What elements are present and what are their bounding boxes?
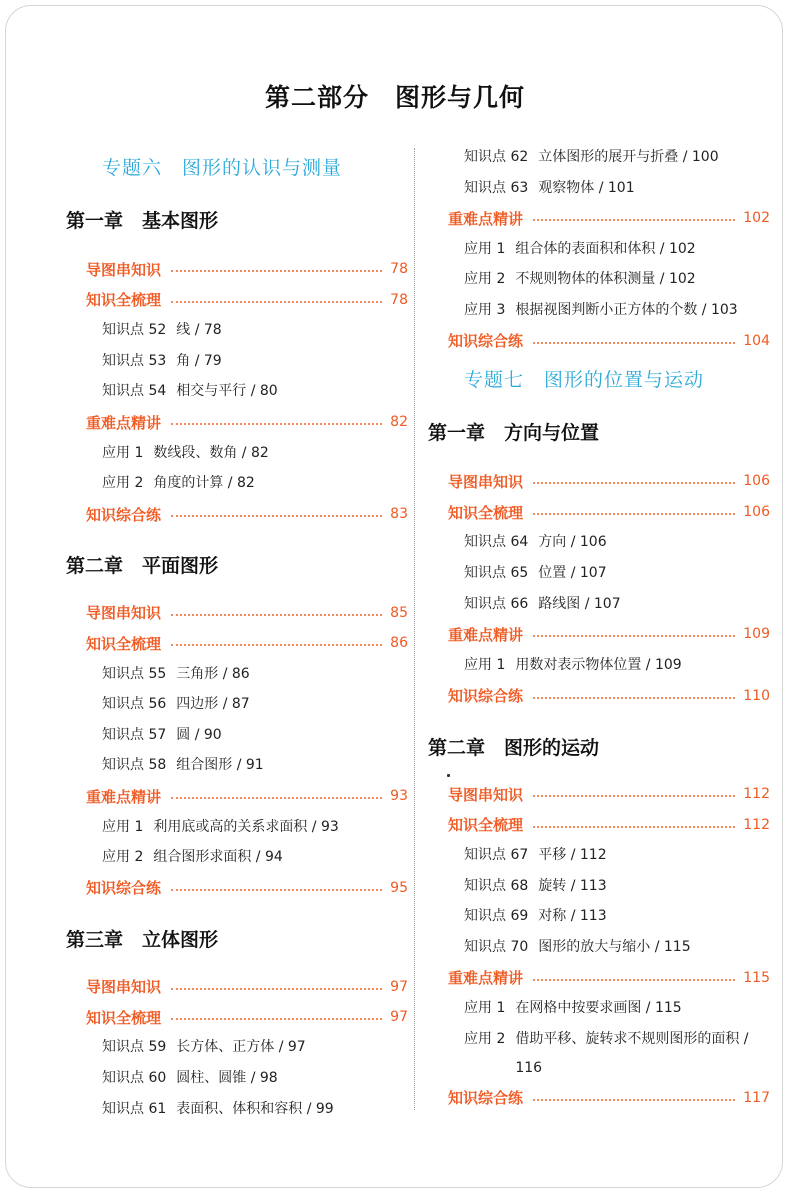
- section-label: 重难点精讲: [448, 969, 524, 988]
- page-number: 78: [390, 261, 408, 278]
- item-label: 应用 3: [464, 301, 506, 318]
- chapter-entries: [428, 779, 770, 1113]
- section-label: 知识全梳理: [448, 503, 524, 522]
- toc-item-row[interactable]: [66, 1032, 408, 1063]
- toc-section-row[interactable]: [428, 962, 770, 993]
- item-label: 知识点 69: [464, 908, 529, 925]
- item-text: 路线图 / 107: [538, 595, 621, 612]
- page-number: 83: [390, 506, 408, 523]
- item-text: 方向 / 106: [538, 534, 607, 551]
- right-chapters: [428, 418, 770, 1113]
- topic-heading: 专题六 图形的认识与测量: [102, 157, 343, 179]
- item-text: 立体图形的展开与折叠 / 100: [538, 149, 719, 165]
- dot-leader: [533, 795, 735, 797]
- item-label: 应用 2: [464, 271, 506, 288]
- page-number: 112: [743, 786, 770, 803]
- item-text: 图形的放大与缩小 / 115: [538, 938, 691, 955]
- item-text: 相交与平行 / 80: [176, 383, 278, 400]
- toc-section-row[interactable]: [66, 407, 408, 438]
- section-label: 知识全梳理: [86, 1008, 162, 1027]
- page-number: 97: [390, 1009, 408, 1026]
- item-text: 数线段、数角 / 82: [153, 444, 269, 461]
- item-text: 圆柱、圆锥 / 98: [176, 1070, 278, 1087]
- toc-item-row[interactable]: [66, 720, 408, 751]
- dot-leader: [533, 482, 735, 484]
- dot-leader: [171, 270, 382, 272]
- section-label: 知识综合练: [448, 687, 524, 706]
- page-number: 85: [390, 604, 408, 621]
- item-text: 位置 / 107: [538, 564, 607, 581]
- chapter-entries: [66, 254, 408, 529]
- page-title: 第二部分 图形与几何: [264, 83, 525, 112]
- dot-leader: [171, 423, 382, 425]
- item-label: 知识点 65: [464, 564, 529, 581]
- section-label: 知识全梳理: [448, 816, 524, 835]
- page-number: 95: [390, 879, 408, 896]
- dot-leader: [171, 644, 382, 646]
- dot-leader: [533, 342, 735, 344]
- dot-leader: [533, 826, 735, 828]
- item-label: 应用 2: [102, 475, 144, 492]
- chapter-heading: 第一章 方向与位置: [428, 422, 600, 445]
- item-label: 知识点 63: [464, 179, 529, 196]
- toc-item-row[interactable]: [66, 1063, 408, 1094]
- item-label: 知识点 64: [464, 534, 529, 551]
- column-divider: [414, 148, 415, 1110]
- dot-leader: [171, 301, 382, 303]
- item-label: 知识点 67: [464, 847, 529, 864]
- section-label: 知识综合练: [448, 1089, 524, 1108]
- item-label: 知识点 68: [464, 877, 529, 894]
- toc-item-row[interactable]: [66, 689, 408, 720]
- toc-item-row[interactable]: [428, 871, 770, 902]
- section-label: 导图串知识: [448, 472, 524, 491]
- toc-item-row[interactable]: [66, 376, 408, 407]
- item-label: 知识点 54: [102, 383, 167, 400]
- page-number: 93: [390, 788, 408, 805]
- toc-item-row[interactable]: [66, 315, 408, 346]
- page-number: 102: [743, 210, 770, 227]
- dot-leader: [171, 1018, 382, 1020]
- toc-section-row[interactable]: [66, 628, 408, 659]
- section-label: 导图串知识: [448, 785, 524, 804]
- dot-leader: [533, 979, 735, 981]
- item-text: 平移 / 112: [538, 847, 607, 864]
- toc-item-row[interactable]: [428, 527, 770, 558]
- item-text: 借助平移、旋转求不规则图形的面积 / 116: [515, 1030, 749, 1076]
- page-number: 106: [743, 473, 770, 490]
- toc-item-row[interactable]: [66, 842, 408, 873]
- item-text: 四边形 / 87: [176, 696, 250, 713]
- item-label: 知识点 62: [464, 149, 529, 165]
- item-text: 组合体的表面积和体积 / 102: [515, 240, 696, 257]
- item-label: 应用 2: [464, 1030, 506, 1047]
- item-text: 不规则物体的体积测量 / 102: [515, 271, 696, 288]
- page-number: 110: [743, 687, 770, 704]
- section-label: 重难点精讲: [86, 413, 162, 432]
- section-label: 重难点精讲: [448, 209, 524, 228]
- toc-section-row[interactable]: [428, 203, 770, 234]
- item-label: 知识点 66: [464, 595, 529, 612]
- toc-section-row[interactable]: [66, 285, 408, 316]
- item-text: 在网格中按要求画图 / 115: [515, 1000, 682, 1017]
- item-label: 知识点 58: [102, 757, 167, 774]
- chapter-heading: 第三章 立体图形: [66, 929, 219, 952]
- toc-item-row[interactable]: [428, 295, 770, 326]
- toc-item-row[interactable]: [66, 750, 408, 781]
- toc-item-row[interactable]: [428, 840, 770, 871]
- toc-section-row[interactable]: [428, 779, 770, 810]
- toc-section-row[interactable]: [66, 1002, 408, 1033]
- toc-section-row[interactable]: [66, 781, 408, 812]
- page-number: 82: [390, 414, 408, 431]
- item-label: 应用 1: [464, 240, 506, 257]
- item-text: 长方体、正方体 / 97: [176, 1039, 306, 1056]
- item-label: 应用 1: [464, 1000, 506, 1017]
- toc-item-row[interactable]: [428, 650, 770, 681]
- toc-item-row[interactable]: [428, 173, 770, 204]
- item-label: 应用 1: [102, 444, 144, 461]
- item-label: 知识点 55: [102, 665, 167, 682]
- item-label: 知识点 60: [102, 1070, 167, 1087]
- item-label: 知识点 61: [102, 1100, 167, 1117]
- left-chapters: [66, 206, 408, 1124]
- section-label: 导图串知识: [86, 604, 162, 623]
- section-label: 导图串知识: [86, 260, 162, 279]
- topic-heading: 专题七 图形的位置与运动: [464, 369, 705, 392]
- page-number: 78: [390, 291, 408, 308]
- page-number: 109: [743, 626, 770, 643]
- chapter-entries: [428, 466, 770, 711]
- chapter-heading: 第一章 基本图形: [66, 210, 219, 232]
- item-label: 应用 1: [102, 818, 144, 835]
- dot-leader: [171, 614, 382, 616]
- page-number: 115: [743, 969, 770, 986]
- toc-item-row[interactable]: [428, 558, 770, 589]
- item-label: 知识点 52: [102, 322, 167, 339]
- item-text: 组合图形 / 91: [176, 757, 264, 774]
- item-text: 用数对表示物体位置 / 109: [515, 656, 682, 673]
- toc-item-row[interactable]: [428, 1024, 770, 1083]
- page-number: 106: [743, 504, 770, 521]
- item-text: 角 / 79: [176, 352, 222, 369]
- item-label: 知识点 57: [102, 726, 167, 743]
- toc-section-row[interactable]: [66, 499, 408, 530]
- page-number: 86: [390, 635, 408, 652]
- item-label: 知识点 70: [464, 938, 529, 955]
- section-label: 知识综合练: [86, 879, 162, 898]
- item-label: 知识点 53: [102, 352, 167, 369]
- section-label: 导图串知识: [86, 978, 162, 997]
- page-number: 112: [743, 816, 770, 833]
- item-text: 利用底或高的关系求面积 / 93: [153, 818, 339, 835]
- item-text: 三角形 / 86: [176, 665, 250, 682]
- item-text: 圆 / 90: [176, 726, 222, 743]
- dot-leader: [171, 797, 382, 799]
- toc-item-row[interactable]: [66, 1094, 408, 1125]
- left-column: [66, 150, 408, 1124]
- item-label: 知识点 59: [102, 1039, 167, 1056]
- toc-item-row[interactable]: [428, 901, 770, 932]
- right-continued-rows: [428, 142, 770, 356]
- dot-leader: [533, 1099, 735, 1101]
- toc-item-row[interactable]: [66, 438, 408, 469]
- page-number: 117: [743, 1089, 770, 1106]
- item-text: 旋转 / 113: [538, 877, 607, 894]
- dot-leader: [171, 889, 382, 891]
- section-label: 重难点精讲: [86, 787, 162, 806]
- toc-section-row[interactable]: [66, 254, 408, 285]
- toc-item-row[interactable]: [428, 589, 770, 620]
- item-label: 知识点 56: [102, 696, 167, 713]
- toc-section-row[interactable]: [428, 680, 770, 711]
- dot-leader: [533, 219, 735, 221]
- toc-item-row[interactable]: [66, 659, 408, 690]
- toc-section-row[interactable]: [428, 810, 770, 841]
- toc-item-row[interactable]: [66, 346, 408, 377]
- section-label: 知识全梳理: [86, 291, 162, 310]
- toc-item-row[interactable]: [428, 142, 770, 173]
- toc-item-row[interactable]: [66, 468, 408, 499]
- toc-item-row[interactable]: [428, 264, 770, 295]
- section-label: 重难点精讲: [448, 625, 524, 644]
- dot-leader: [533, 513, 735, 515]
- dot-leader: [171, 515, 382, 517]
- section-label: 知识综合练: [86, 505, 162, 524]
- chapter-heading: 第二章 平面图形: [66, 555, 219, 578]
- toc-item-row[interactable]: [428, 932, 770, 963]
- item-text: 角度的计算 / 82: [153, 475, 255, 492]
- toc-section-row[interactable]: [428, 466, 770, 497]
- toc-section-row[interactable]: [428, 1083, 770, 1114]
- page-number: 104: [743, 332, 770, 349]
- item-text: 观察物体 / 101: [538, 179, 635, 196]
- toc-item-row[interactable]: [66, 812, 408, 843]
- dot-leader: [533, 697, 735, 699]
- toc-section-row[interactable]: [428, 497, 770, 528]
- item-text: 线 / 78: [176, 322, 222, 339]
- chapter-entries: [66, 971, 408, 1124]
- right-column: [428, 142, 770, 1113]
- item-label: 应用 2: [102, 849, 144, 866]
- item-text: 根据视图判断小正方体的个数 / 103: [515, 301, 738, 318]
- toc-item-row[interactable]: [428, 993, 770, 1024]
- toc-section-row[interactable]: [428, 619, 770, 650]
- chapter-heading: 第二章 图形的运动: [428, 736, 600, 759]
- item-label: 应用 1: [464, 656, 506, 673]
- section-label: 知识全梳理: [86, 634, 162, 653]
- toc-section-row[interactable]: [66, 873, 408, 904]
- toc-section-row[interactable]: [66, 597, 408, 628]
- toc-section-row[interactable]: [66, 971, 408, 1002]
- dot-leader: [533, 635, 735, 637]
- item-text: 组合图形求面积 / 94: [153, 849, 283, 866]
- toc-section-row[interactable]: [428, 326, 770, 357]
- chapter-entries: [66, 597, 408, 903]
- page-number: 97: [390, 978, 408, 995]
- toc-item-row[interactable]: [428, 234, 770, 265]
- item-text: 表面积、体积和容积 / 99: [176, 1100, 334, 1117]
- item-text: 对称 / 113: [538, 908, 607, 925]
- dot-leader: [171, 988, 382, 990]
- section-label: 知识综合练: [448, 332, 524, 351]
